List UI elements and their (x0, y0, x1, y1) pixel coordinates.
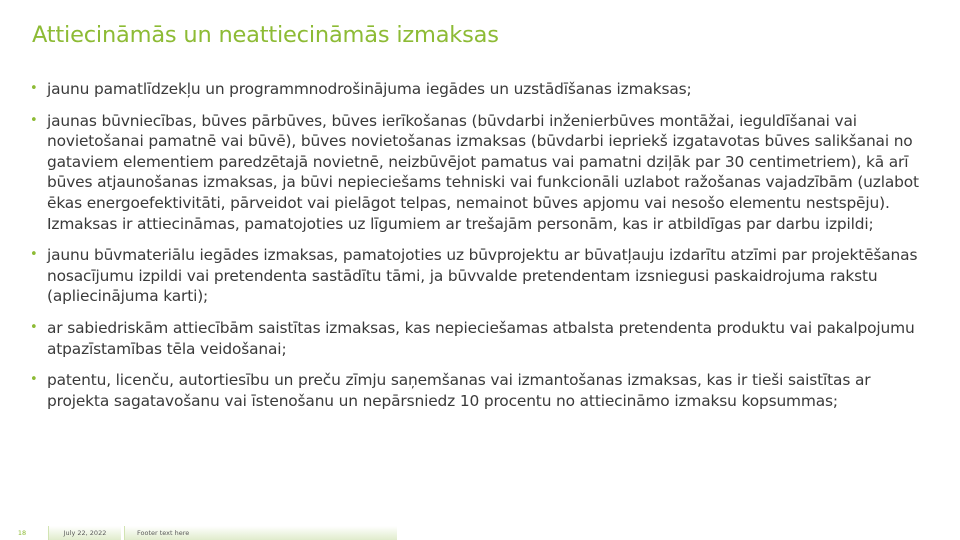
bullet-item (30, 318, 930, 359)
bullet-text: patentu, licenču, autortiesību un preču zīmju saņemšanas vai izmantošanas izmaksas, kas ir tieši saistītas ar projekta sagatavošanu vai īstenošanu un nepārsniedz 10 procentu no attiecināmo izmaksu kopsummas; (47, 371, 871, 410)
slide-title: Attiecināmās un neattiecināmās izmaksas (32, 22, 499, 48)
bullet-list (30, 79, 930, 411)
bullet-item (30, 370, 930, 411)
bullet-marker: • (30, 247, 38, 263)
bullet-item (30, 79, 930, 100)
page-number: 18 (17, 529, 27, 537)
bullet-text: ar sabiedriskām attiecībām saistītas izmaksas, kas nepieciešamas atbalsta pretendenta produktu vai pakalpojumu atpazīstamības tēla veidošanai; (47, 318, 915, 358)
bullet-item (30, 245, 930, 307)
footer-text: Footer text here (124, 526, 397, 540)
bullet-text: jaunu pamatlīdzekļu un programmnodrošinājuma iegādes un uzstādīšanas izmaksas; (47, 80, 692, 98)
footer-date: July 22, 2022 (48, 526, 121, 540)
bullet-marker: • (30, 112, 38, 128)
bullet-marker: • (30, 319, 38, 335)
bullet-marker: • (30, 372, 38, 388)
bullet-marker: • (30, 81, 38, 96)
bullet-item (30, 111, 930, 235)
bullet-text: jaunu būvmateriālu iegādes izmaksas, pamatojoties uz būvprojektu ar būvatļauju izdarītu atzīmi par projektēšanas nosacījumu izpildi vai pretendenta sastādītu tāmi, ja būvvalde pretendentam izsniegusi paskaidrojuma rakstu (apliecinājuma karti); (47, 246, 918, 306)
bullet-text: jaunas būvniecības, būves pārbūves, būves ierīkošanas (būvdarbi inženierbūves montāžai, ieguldīšanai vai novietošanai pamatnē vai būvē), būves novietošanas izmaksas (būvdarbi iepriekš izgatavotas būves salikšanai no gataviem elementiem paredzētajā novietnē, neizbūvējot pamatus vai pamatni dziļāk par 30 centimetriem), kā arī būves atjaunošanas izmaksas, ja būvi nepieciešams tehniski vai funkcionāli uzlabot ražošanas vajadzībām (uzlabot ēkas energoefektivitāti, pārveidot vai pielāgot telpas, nemainot būves apjomu vai nesošo elementu nestspēju). Izmaksas ir attiecināmas, pamatojoties uz līgumiem ar trešajām personām, kas ir atbildīgas par darbu izpildi; (47, 111, 919, 233)
